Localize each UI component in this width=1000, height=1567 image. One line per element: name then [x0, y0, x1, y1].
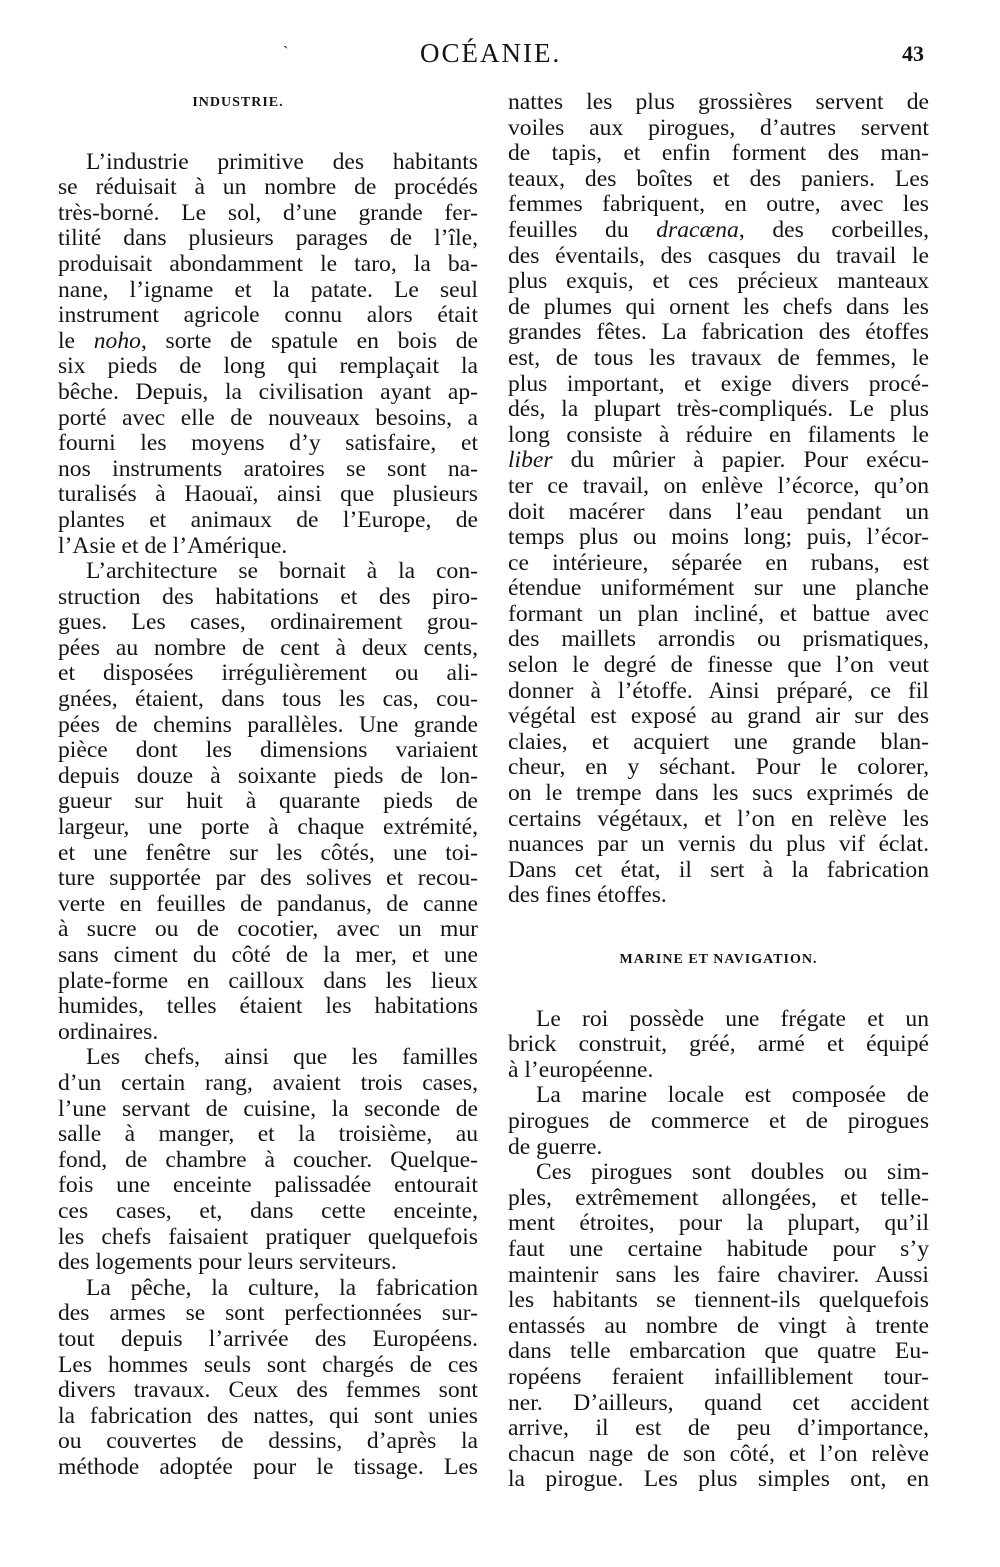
text-line: fois une enceinte palissadée entourait [58, 1172, 478, 1199]
text-line: les habitants se tiennent-ils quelquefois [508, 1287, 929, 1314]
text-line: des maillets arrondis ou prismatiques, [508, 626, 929, 653]
text-line: ce intérieure, séparée en rubans, est [508, 549, 929, 576]
text-line: des armes se sont perfectionnées sur- [58, 1300, 478, 1327]
text-line: ter ce travail, on enlève l’écorce, qu’on [508, 472, 929, 499]
text-line: instrument agricole connu alors était [58, 302, 478, 329]
text-line: des éventails, des casques du travail le [508, 242, 929, 269]
text-line: pées au nombre de cent à deux cents, [58, 634, 478, 661]
text-line: verte en feuilles de pandanus, de canne [58, 890, 478, 917]
text-line: d’un certain rang, avaient trois cases, [58, 1069, 478, 1096]
text-line: Les chefs, ainsi que les familles [86, 1044, 478, 1071]
text-line: feuilles du dracæna, des corbeilles, [508, 216, 929, 243]
text-line: pièce dont les dimensions variaient [58, 737, 478, 764]
paragraph [508, 1083, 929, 1160]
text-line: la fabrication des nattes, qui sont unies [58, 1402, 478, 1429]
text-line: femmes fabriquent, en outre, avec les [508, 191, 929, 218]
text-line: bêche. Depuis, la civilisation ayant ap- [58, 378, 478, 405]
text-line: plantes et animaux de l’Europe, de [58, 506, 478, 533]
text-line: divers travaux. Ceux des femmes sont [58, 1377, 478, 1404]
text-line: ture supportée par des solives et recou- [58, 865, 478, 892]
text-line: six pieds de long qui remplaçait la [58, 353, 478, 380]
text-line: struction des habitations et des piro- [58, 583, 478, 610]
text-line: humides, telles étaient les habitations [58, 993, 478, 1020]
text-line: La marine locale est composée de [536, 1082, 929, 1109]
text-line: nane, l’igname et la patate. Le seul [58, 276, 478, 303]
text-line: étendue uniformément sur une planche [508, 575, 929, 602]
text-line: pirogues de commerce et de pirogues [508, 1107, 929, 1134]
text-line: ces cases, et, dans cette enceinte, [58, 1197, 478, 1224]
text-line: dans telle embarcation que quatre Eu- [508, 1338, 929, 1365]
text-line: doit macérer dans l’eau pendant un [508, 498, 929, 525]
text-line: tilité dans plusieurs parages de l’île, [58, 225, 478, 252]
text-line: plus exquis, et ces précieux manteaux [508, 268, 929, 295]
text-line: ples, extrêmement allongées, et telle- [508, 1184, 929, 1211]
running-title: OCÉANIE. [420, 38, 562, 68]
text-line: claies, et acquiert une grande blan- [508, 728, 929, 755]
paragraph [508, 1160, 929, 1493]
text-line: Le roi possède une frégate et un [536, 1005, 929, 1032]
paragraph [508, 90, 929, 909]
text-line: depuis douze à soixante pieds de lon- [58, 762, 478, 789]
text-line: temps plus ou moins long; puis, l’écor- [508, 524, 929, 551]
text-line: cheur, en y séchant. Pour le colorer, [508, 754, 929, 781]
text-line: voiles aux pirogues, d’autres servent [508, 114, 929, 141]
text-line: chacun nage de son côté, et l’on relève [508, 1440, 929, 1467]
page-header [0, 38, 1000, 78]
text-line: gueur sur huit à quarante pieds de [58, 788, 478, 815]
text-line: gues. Les cases, ordinairement grou- [58, 609, 478, 636]
text-line: teaux, des boîtes et des paniers. Les [508, 165, 929, 192]
text-line: grandes fêtes. La fabrication des étoffes [508, 319, 929, 346]
text-line: à sucre ou de cocotier, avec un mur [58, 916, 478, 943]
section-heading-marine: MARINE ET NAVIGATION. [619, 952, 818, 967]
text-line: des logements pour leurs serviteurs. [58, 1249, 397, 1276]
text-line: dés, la plupart très-compliqués. Le plus [508, 396, 929, 423]
text-line: sans ciment du côté de la mer, et une [58, 942, 478, 968]
page-number: 43 [902, 41, 924, 66]
text-line: de tapis, et enfin forment des man- [508, 140, 929, 167]
text-line: entassés au nombre de vingt à trente [508, 1312, 929, 1339]
text-line: long consiste à réduire en filaments le [508, 421, 929, 448]
text-line: faut une certaine habitude pour s’y [508, 1235, 929, 1262]
text-line: nos instruments aratoires se sont na- [58, 455, 478, 482]
text-line: ropéens feraient infailliblement tour- [508, 1363, 929, 1390]
stray-mark: ` [283, 44, 289, 61]
text-line: méthode adoptée pour le tissage. Les [58, 1453, 478, 1480]
paragraph [58, 559, 478, 1045]
text-line: ner. D’ailleurs, quand cet accident [508, 1389, 929, 1416]
text-line: à l’européenne. [508, 1056, 654, 1083]
text-line: Ces pirogues sont doubles ou sim- [536, 1159, 929, 1186]
text-line: nuances par un vernis du plus vif éclat. [508, 831, 929, 858]
text-line: ordinaires. [58, 1018, 159, 1045]
text-line: le noho, sorte de spatule en bois de [58, 327, 478, 354]
text-line: et une fenêtre sur les côtés, une toi- [58, 839, 478, 866]
text-line: l’Asie et de l’Amérique. [58, 532, 288, 559]
text-line: porté avec elle de nouveaux besoins, a [58, 404, 478, 431]
spacer [508, 973, 929, 1007]
text-line: ou couvertes de dessins, d’après la [58, 1428, 478, 1455]
text-line: plus important, et exige divers procé- [508, 370, 929, 397]
text-line: fourni les moyens d’y satisfaire, et [58, 430, 478, 457]
left-paragraphs [58, 150, 478, 1481]
text-line: Dans cet état, il sert à la fabrication [508, 856, 929, 883]
text-line: brick construit, gréé, armé et équipé [508, 1031, 929, 1058]
text-line: turalisés à Haouaï, ainsi que plusieurs [58, 481, 478, 508]
text-line: pées de chemins parallèles. Une grande [58, 711, 478, 738]
paragraph [58, 1276, 478, 1481]
text-line: les chefs faisaient pratiquer quelquefois [58, 1223, 478, 1250]
left-column [58, 90, 478, 1480]
text-line: végétal est exposé au grand air sur des [508, 703, 929, 730]
text-line: donner à l’étoffe. Ainsi préparé, ce fil [508, 677, 929, 704]
right-column [508, 90, 929, 1493]
text-line: Les hommes seuls sont chargés de ces [58, 1351, 478, 1378]
paragraph [58, 150, 478, 560]
text-line: La pêche, la culture, la fabrication [86, 1274, 478, 1301]
text-line: formant un plan incliné, et battue avec [508, 600, 929, 627]
text-line: est, de tous les travaux de femmes, le [508, 344, 929, 371]
text-line: L’industrie primitive des habitants [86, 148, 478, 175]
text-line: de plumes qui ornent les chefs dans les [508, 293, 929, 320]
text-line: la pirogue. Les plus simples ont, en [508, 1466, 929, 1493]
section-heading-industrie: INDUSTRIE. [192, 95, 284, 110]
text-line: on le trempe dans les sucs exprimés de [508, 780, 929, 807]
text-line: plate-forme en cailloux dans les lieux [58, 967, 478, 994]
text-line: tout depuis l’arrivée des Européens. [58, 1325, 478, 1352]
paragraph [58, 1045, 478, 1275]
text-line: L’architecture se bornait à la con- [86, 558, 478, 585]
text-line: maintenir sans les faire chavirer. Aussi [508, 1261, 929, 1288]
text-line: se réduisait à un nombre de procédés [58, 174, 478, 201]
text-line: salle à manger, et la troisième, au [58, 1121, 478, 1148]
text-line: gnées, étaient, dans tous les cas, cou- [58, 686, 478, 713]
right-paragraphs-before [508, 90, 929, 909]
text-line: l’une servant de cuisine, la seconde de [58, 1095, 478, 1122]
text-line: largeur, une porte à chaque extrémité, [58, 814, 478, 841]
text-line: des fines étoffes. [508, 882, 667, 909]
paragraph [508, 1007, 929, 1084]
text-line: produisait abondamment le taro, la ba- [58, 250, 478, 277]
text-line: nattes les plus grossières servent de [508, 89, 929, 115]
text-line: et disposées irrégulièrement ou ali- [58, 660, 478, 687]
text-line: certains végétaux, et l’on en relève les [508, 805, 929, 832]
text-line: très-borné. Le sol, d’une grande fer- [58, 199, 478, 226]
right-paragraphs-after [508, 1007, 929, 1493]
text-line: selon le degré de finesse que l’on veut [508, 652, 929, 679]
spacer [58, 116, 478, 150]
spacer [508, 909, 929, 947]
text-line: fond, de chambre à coucher. Quelque- [58, 1146, 478, 1173]
text-line: arrive, il est de peu d’importance, [508, 1415, 929, 1442]
text-line: de guerre. [508, 1133, 603, 1160]
text-line: ment étroites, pour la plupart, qu’il [508, 1210, 929, 1237]
text-line: liber du mûrier à papier. Pour exécu- [508, 447, 929, 474]
